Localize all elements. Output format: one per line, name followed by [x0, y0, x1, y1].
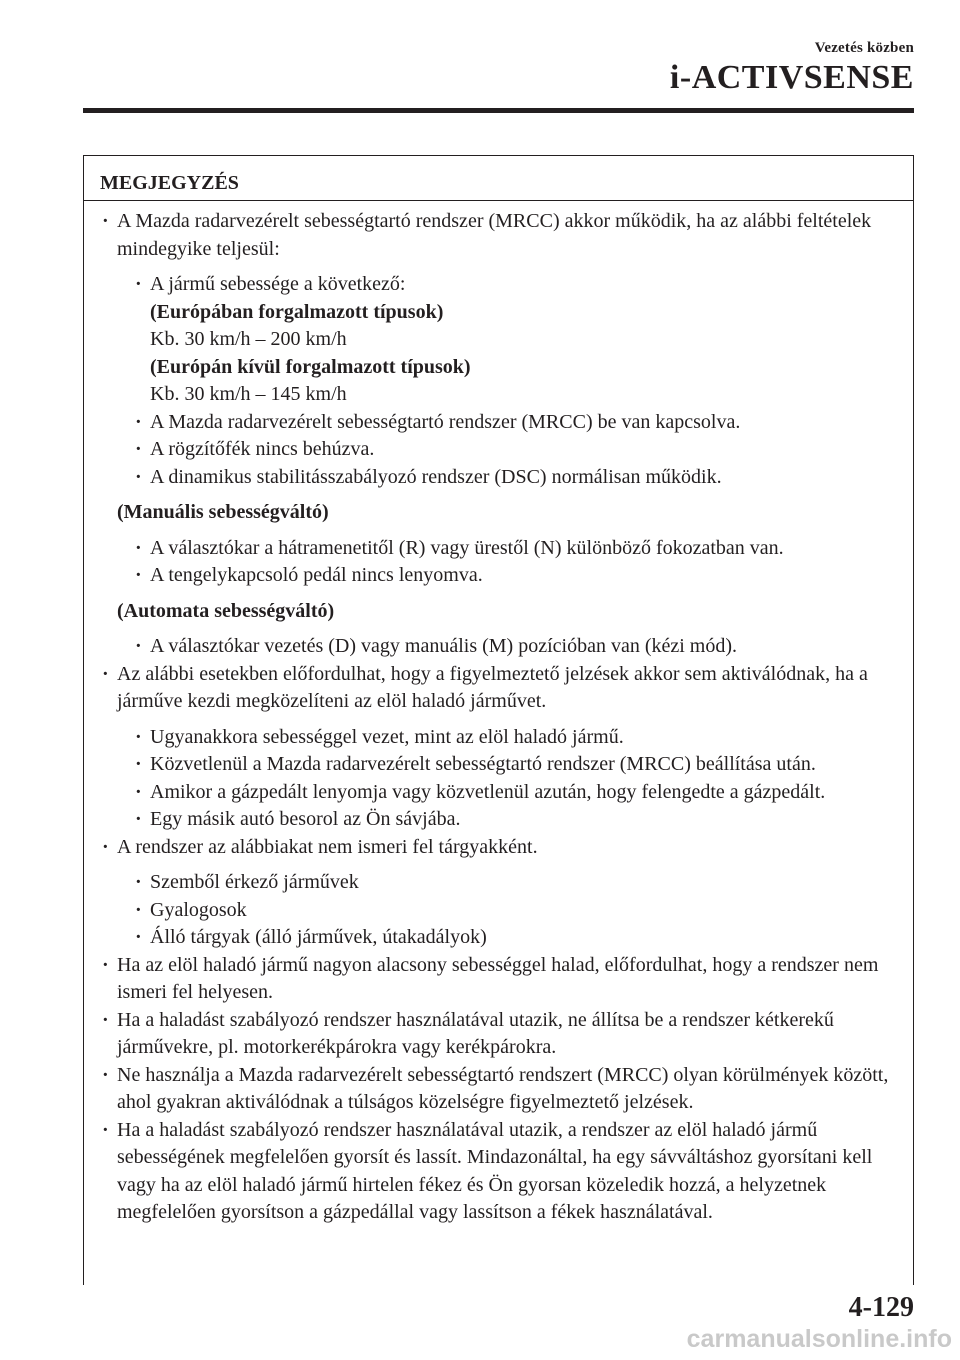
sub-item: · Amikor a gázpedált lenyomja vagy közvetlenül azután, hogy felengedte a gázpedált.: [133, 779, 903, 807]
eu-value: Kb. 30 km/h – 200 km/h: [150, 328, 347, 350]
automatic-transmission-heading: (Automata sebességváltó): [117, 599, 335, 622]
note-box: [83, 155, 914, 1285]
page-header: [670, 40, 914, 97]
sub-item: · A dinamikus stabilitásszabályozó rendszer (DSC) normálisan működik.: [133, 464, 903, 492]
sub-list-conditions: [100, 271, 903, 491]
sub-item-speed: · A jármű sebessége a következő:: [133, 271, 903, 299]
sub-item: · A Mazda radarvezérelt sebességtartó rendszer (MRCC) be van kapcsolva.: [133, 409, 903, 437]
sub-item: · A választókar a hátramenetitől (R) vagy ürestől (N) különböző fokozatban van.: [133, 535, 903, 563]
bullet-not-recognized: · A rendszer az alábbiakat nem ismeri fel tárgyakként.: [100, 834, 903, 862]
header-rule: [83, 108, 914, 113]
sub-list-automatic: [100, 633, 903, 661]
sub-item: · Közvetlenül a Mazda radarvezérelt sebességtartó rendszer (MRCC) beállítása után.: [133, 751, 903, 779]
manual-transmission-heading: (Manuális sebességváltó): [117, 501, 329, 523]
bullet-mrcc-conditions: · A Mazda radarvezérelt sebességtartó rendszer (MRCC) akkor működik, ha az alábbi feltételek mindegyike teljesül:: [100, 208, 903, 263]
bullet-warning-cases: · Az alábbi esetekben előfordulhat, hogy a figyelmeztető jelzések akkor sem aktiválódnak, ha a járműve kezdi megközelíteni az elöl haladó járművet.: [100, 661, 903, 716]
note-content: [100, 208, 903, 1227]
page-number: 4-129: [848, 1292, 914, 1323]
sub-item: · A tengelykapcsoló pedál nincs lenyomva.: [133, 562, 903, 590]
sub-item: · A rögzítőfék nincs behúzva.: [133, 436, 903, 464]
noneu-value: Kb. 30 km/h – 145 km/h: [150, 383, 347, 405]
sub-item: · Álló tárgyak (álló járművek, útakadályok): [133, 924, 903, 952]
section-title: i-ACTIVSENSE: [669, 59, 914, 96]
bullet-acceleration: · Ha a haladást szabályozó rendszer használatával utazik, a rendszer az elöl haladó jármű sebességének megfelelően gyorsít és lassít. Mindazonáltal, ha egy sávváltáshoz gyorsítani kell vagy ha az elöl haladó jármű hirtelen fékez és Ön gyorsan közeledik hozzá, a helyzetnek megfelelően gyorsítson a gázpedállal vagy lassítson a fékek használatával.: [100, 1117, 903, 1227]
sub-item: · Ugyanakkora sebességgel vezet, mint az elöl haladó jármű.: [133, 724, 903, 752]
bullet-frequent-warnings: · Ne használja a Mazda radarvezérelt sebességtartó rendszert (MRCC) olyan körülmények között, ahol gyakran aktiválódnak a túlságos közelségre figyelmeztető jelzések.: [100, 1062, 903, 1117]
bullet-low-speed: · Ha az elöl haladó jármű nagyon alacsony sebességgel halad, előfordulhat, hogy a rendszer nem ismeri fel helyesen.: [100, 952, 903, 1007]
sub-list-manual: [100, 535, 903, 590]
eu-label: (Európában forgalmazott típusok): [150, 300, 444, 323]
sub-list-not-recognized: [100, 869, 903, 952]
chapter-title: Vezetés közben: [814, 40, 914, 56]
sub-item: · A választókar vezetés (D) vagy manuális (M) pozícióban van (kézi mód).: [133, 633, 903, 661]
sub-list-warning-cases: [100, 724, 903, 834]
watermark: carmanualsonline.info: [686, 1325, 952, 1353]
noneu-label: (Európán kívül forgalmazott típusok): [150, 355, 471, 378]
sub-item: · Szemből érkező járművek: [133, 869, 903, 897]
bullet-two-wheelers: · Ha a haladást szabályozó rendszer használatával utazik, ne állítsa be a rendszer kétkerekű járművekre, pl. motorkerékpárokra vagy kerékpárokra.: [100, 1007, 903, 1062]
sub-item: · Gyalogosok: [133, 897, 903, 925]
note-title: MEGJEGYZÉS: [100, 172, 239, 194]
note-divider: [84, 200, 913, 201]
sub-item: · Egy másik autó besorol az Ön sávjába.: [133, 806, 903, 834]
